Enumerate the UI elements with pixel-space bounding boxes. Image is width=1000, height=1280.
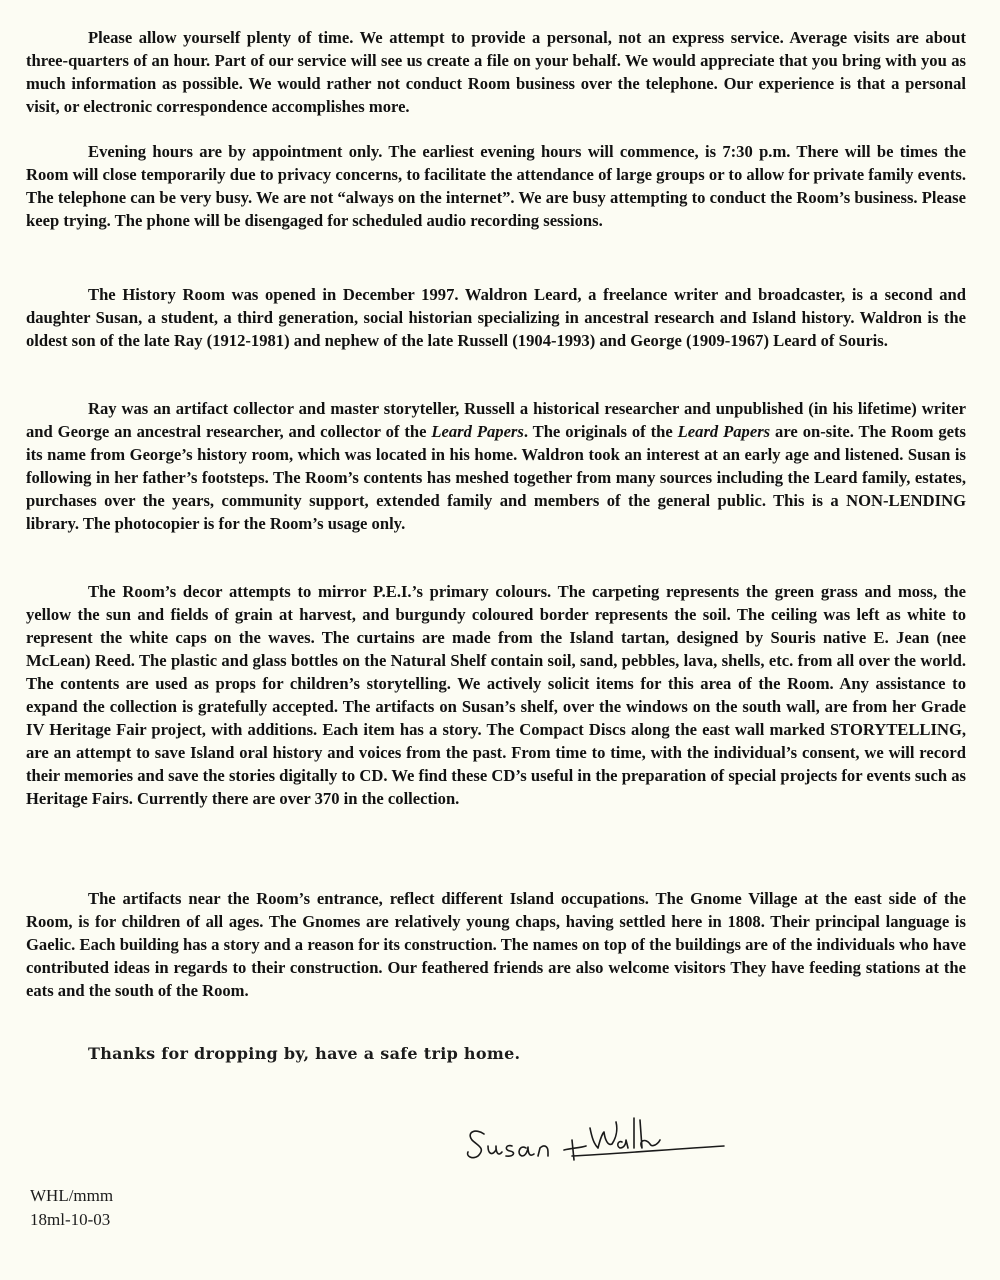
paragraph-family-part-2: . The originals of the bbox=[523, 422, 678, 441]
reference-initials: WHL/mmm bbox=[30, 1186, 114, 1205]
paragraph-room-decor: The Room’s decor attempts to mirror P.E.I.’s primary colours. The carpeting represents the green grass and moss, the yellow the sun and fields of grain at harvest, and burgundy coloured border represents the soil. The ceiling was left as white to represent the white caps on the waves. The curtains are made from the Island tartan, designed by Souris native E. Jean (nee McLean) Reed. The plastic and glass bottles on the Natural Shelf contain soil, sand, pebbles, lava, shells, etc. from all over the world. The contents are used as props for children’s storytelling. We actively solicit items for this area of the Room. Any assistance to expand the collection is gratefully accepted. The artifacts on Susan’s shelf, over the windows on the south wall, are from her Grade IV Heritage Fair project, with additions. Each item has a story. The Compact Discs along the east wall marked STORYTELLING, are an attempt to save Island oral history and voices from the past. From time to time, with the individual’s consent, we will record their memories and save the stories digitally to CD. We find these CD’s useful in the preparation of special projects for events such as Heritage Fairs. Currently there are over 370 in the collection. bbox=[26, 582, 966, 808]
paragraph-evening-hours: Evening hours are by appointment only. The earliest evening hours will commence, is 7:30 p.m. There will be times the Room will close temporarily due to privacy concerns, to facilitate the attendance of large groups or to allow for private family events. The telephone can be very busy. We are not “always on the internet”. We are busy attempting to conduct the Room’s business. Please keep trying. The phone will be disengaged for scheduled audio recording sessions. bbox=[26, 142, 966, 230]
paragraph-family-part-3: are on-site. The Room gets its name from George’s history room, which was located in his home. Waldron took an interest at an early age and listened. Susan is following in her father’s footsteps. The Room’s contents has meshed together from many sources including the Leard family, estates, purchases over the years, community support, extended family and members of the general public. This is a NON-LENDING library. The photocopier is for the Room’s usage only. bbox=[26, 422, 967, 533]
leard-papers-title-1: Leard Papers bbox=[431, 422, 524, 441]
paragraph-artifacts-gnomes: The artifacts near the Room’s entrance, reflect different Island occupations. The Gnome Village at the east side of the Room, is for children of all ages. The Gnomes are relatively young chaps, having settled here in 1808. Their principal language is Gaelic. Each building has a story and a reason for its construction. The names on top of the buildings are of the individuals who have contributed ideas in regards to their construction. Our feathered friends are also welcome visitors They have feeding stations at the eats and the south of the Room. bbox=[26, 889, 966, 1000]
paragraph-family-collectors bbox=[26, 397, 966, 535]
closing-line: Thanks for dropping by, have a safe trip home. bbox=[88, 1044, 521, 1063]
reference-code: 18ml-10-03 bbox=[30, 1210, 111, 1229]
handwritten-signature bbox=[462, 1110, 732, 1170]
leard-papers-title-2: Leard Papers bbox=[677, 422, 771, 441]
paragraph-family-part-1: Ray was an artifact collector and master storyteller, Russell a historical researcher and unpublished (in his lifetime) writer and George an ancestral researcher, and collector of the bbox=[26, 399, 966, 441]
paragraph-history-room: The History Room was opened in December 1997. Waldron Leard, a freelance writer and broadcaster, is a second and daughter Susan, a student, a third generation, social historian specializing in ancestral research and Island history. Waldron is the oldest son of the late Ray (1912-1981) and nephew of the late Russell (1904-1993) and George (1909-1967) Leard of Souris. bbox=[26, 285, 966, 350]
paragraph-visit-time: Please allow yourself plenty of time. We attempt to provide a personal, not an express service. Average visits are about three-quarters of an hour. Part of our service will see us create a file on your behalf. We would appreciate that you bring with you as much information as possible. We would rather not conduct Room business over the telephone. Our experience is that a personal visit, or electronic correspondence accomplishes more. bbox=[26, 28, 966, 116]
